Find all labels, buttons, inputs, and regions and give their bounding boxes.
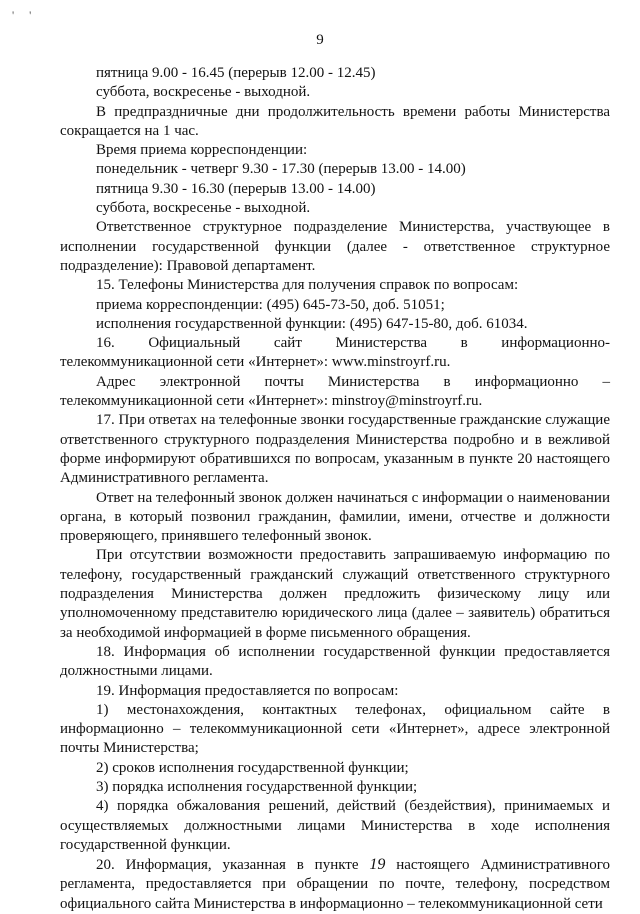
- paragraph: исполнения государственной функции: (495) 647-15-80, доб. 61034.: [96, 315, 528, 332]
- paragraph: 15. Телефоны Министерства для получения справок по вопросам:: [96, 277, 519, 294]
- paragraph-last-end: настоящего Административного регламента, предоставляется при обращении по почте, телефону, посредством официального сайта Министерства в информационно – телекоммуникационной сети: [60, 857, 610, 912]
- paragraph: 1) местонахождения, контактных телефонах, официальном сайте в информационно – телекоммуникационной сети «Интернет», адресе электронной почты Министерства;: [60, 701, 610, 757]
- paragraph: пятница 9.30 - 16.30 (перерыв 13.00 - 14.00): [96, 180, 376, 197]
- paragraph: Адрес электронной почты Министерства в информационно – телекоммуникационной сети «Интернет»: minstroy@minstroyrf.ru.: [60, 373, 610, 410]
- paragraph: 19. Информация предоставляется по вопросам:: [96, 682, 399, 699]
- paragraph: 18. Информация об исполнении государственной функции предоставляется должностными лицами.: [60, 643, 610, 680]
- handwritten-number: 19: [369, 856, 386, 874]
- paragraph: 3) порядка исполнения государственной функции;: [96, 778, 418, 795]
- paragraph-last: [60, 855, 610, 914]
- paragraph: суббота, воскресенье - выходной.: [96, 200, 311, 217]
- page-number: 9: [316, 32, 324, 48]
- paragraph: Ответ на телефонный звонок должен начинаться с информации о наименовании органа, в который позвонил гражданин, фамилии, имени, отчестве и должности проверяющего, принявшего телефонный звонок.: [60, 489, 610, 545]
- paragraph: приема корреспонденции: (495) 645-73-50, доб. 51051;: [96, 296, 445, 313]
- paragraph: 2) сроков исполнения государственной функции;: [96, 759, 409, 776]
- paragraph: понедельник - четверг 9.30 - 17.30 (перерыв 13.00 - 14.00): [96, 161, 466, 178]
- paragraph-last-start: 20. Информация, указанная в пункте: [96, 857, 370, 874]
- paragraph: 16. Официальный сайт Министерства в информационно-телекоммуникационной сети «Интернет»: www.minstroyrf.ru.: [60, 335, 610, 371]
- corner-marks: ' ': [12, 8, 38, 22]
- body-text: [60, 64, 610, 914]
- paragraph: суббота, воскресенье - выходной.: [96, 84, 311, 101]
- paragraph: 17. При ответах на телефонные звонки государственные гражданские служащие ответственного структурного подразделения Министерства подробно и в вежливой форме информируют обратившихся по вопросам, указанным в пункте 20 настоящего Административного регламента.: [60, 412, 610, 487]
- paragraph: Ответственное структурное подразделение Министерства, участвующее в исполнении государственной функции (далее - ответственное структурное подразделение): Правовой департамент.: [60, 219, 610, 274]
- paragraph: 4) порядка обжалования решений, действий (бездействия), принимаемых и осуществляемых должностными лицами Министерства в ходе исполнения государственной функции.: [60, 798, 610, 853]
- paragraph: пятница 9.00 - 16.45 (перерыв 12.00 - 12.45): [96, 65, 376, 81]
- paragraph: При отсутствии возможности предоставить запрашиваемую информацию по телефону, государственный гражданский служащий ответственного структурного подразделения Министерства должен предложить физическому лицу или уполномоченному представителю юридического лица (далее – заявитель) обратиться за необходимой информацией в форме письменного обращения.: [60, 547, 610, 641]
- paragraph: В предпраздничные дни продолжительность времени работы Министерства сокращается на 1 час.: [60, 103, 610, 139]
- paragraph: Время приема корреспонденции:: [96, 142, 308, 159]
